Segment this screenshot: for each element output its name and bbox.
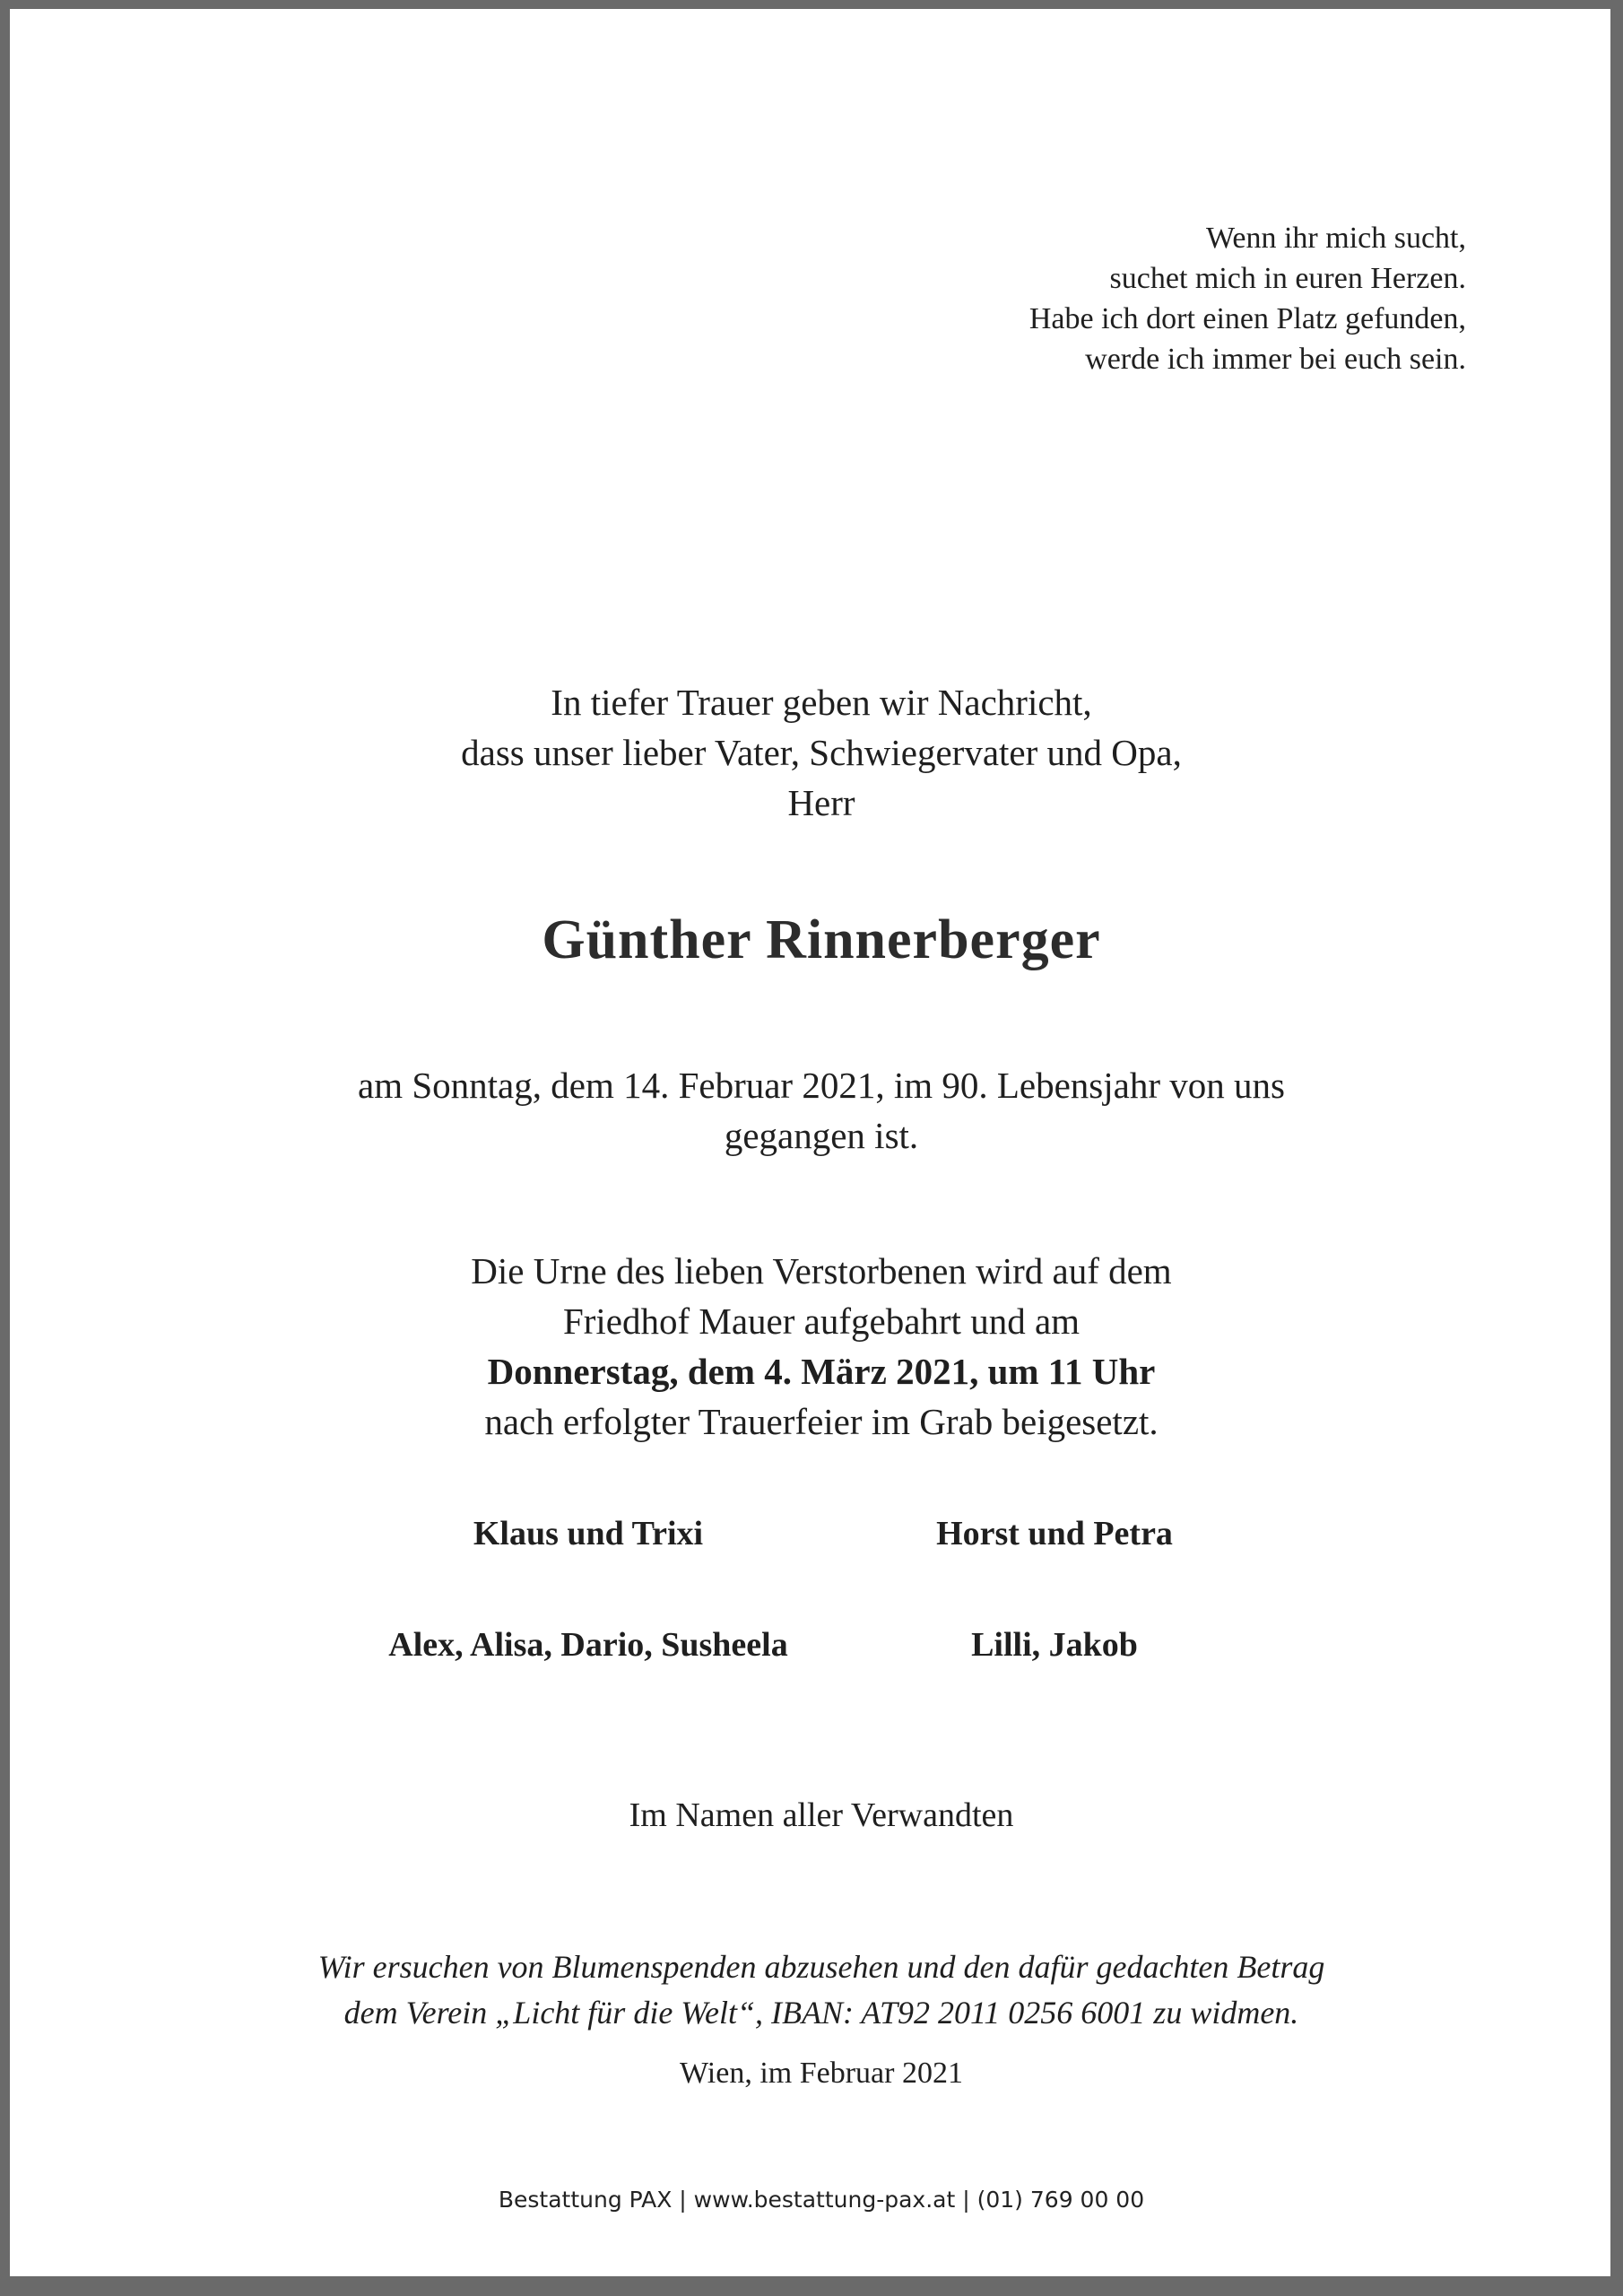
verse-line: suchet mich in euren Herzen.: [1109, 262, 1466, 295]
passing-notice: [10, 1060, 1623, 1161]
passing-line: am Sonntag, dem 14. Februar 2021, im 90. Lebensjahr von uns: [358, 1065, 1285, 1106]
deceased-name: Günther Rinnerberger: [542, 909, 1101, 970]
burial-line: Friedhof Mauer aufgebahrt und am: [562, 1300, 1081, 1342]
burial-date: Donnerstag, dem 4. März 2021, um 11 Uhr: [487, 1351, 1156, 1392]
verse-line: werde ich immer bei euch sein.: [1085, 343, 1466, 376]
mourner-family-1: Klaus und Trixi: [473, 1515, 704, 1552]
verse-line: Habe ich dort einen Platz gefunden,: [1028, 302, 1466, 335]
mourner-grandchildren-2: Lilli, Jakob: [971, 1626, 1138, 1664]
mourner-grandchildren-1: Alex, Alisa, Dario, Susheela: [388, 1626, 788, 1664]
passing-line: gegangen ist.: [724, 1115, 919, 1156]
donation-request: [10, 1944, 1623, 2036]
mourner-family-2: Horst und Petra: [936, 1515, 1173, 1552]
verse-line: Wenn ihr mich sucht,: [1206, 222, 1466, 255]
on-behalf-line: Im Namen aller Verwandten: [629, 1796, 1014, 1834]
intro-line: In tiefer Trauer geben wir Nachricht,: [551, 682, 1092, 723]
place-date: Wien, im Februar 2021: [680, 2057, 963, 2090]
request-line: dem Verein „Licht für die Welt“, IBAN: AT92 2011 0256 6001 zu widmen.: [343, 1995, 1299, 2031]
request-line: Wir ersuchen von Blumenspenden abzusehen und den dafür gedachten Betrag: [317, 1949, 1325, 1985]
burial-notice: [10, 1246, 1623, 1447]
burial-line: Die Urne des lieben Verstorbenen wird auf dem: [471, 1250, 1172, 1292]
intro-line: Herr: [787, 782, 855, 823]
memorial-verse: [838, 218, 1466, 379]
intro-line: dass unser lieber Vater, Schwiegervater und Opa,: [461, 732, 1182, 773]
announcement-intro: [10, 677, 1623, 828]
funeral-home-footer: Bestattung PAX | www.bestattung-pax.at | (01) 769 00 00: [498, 2187, 1145, 2213]
burial-line: nach erfolgter Trauerfeier im Grab beigesetzt.: [484, 1401, 1159, 1442]
